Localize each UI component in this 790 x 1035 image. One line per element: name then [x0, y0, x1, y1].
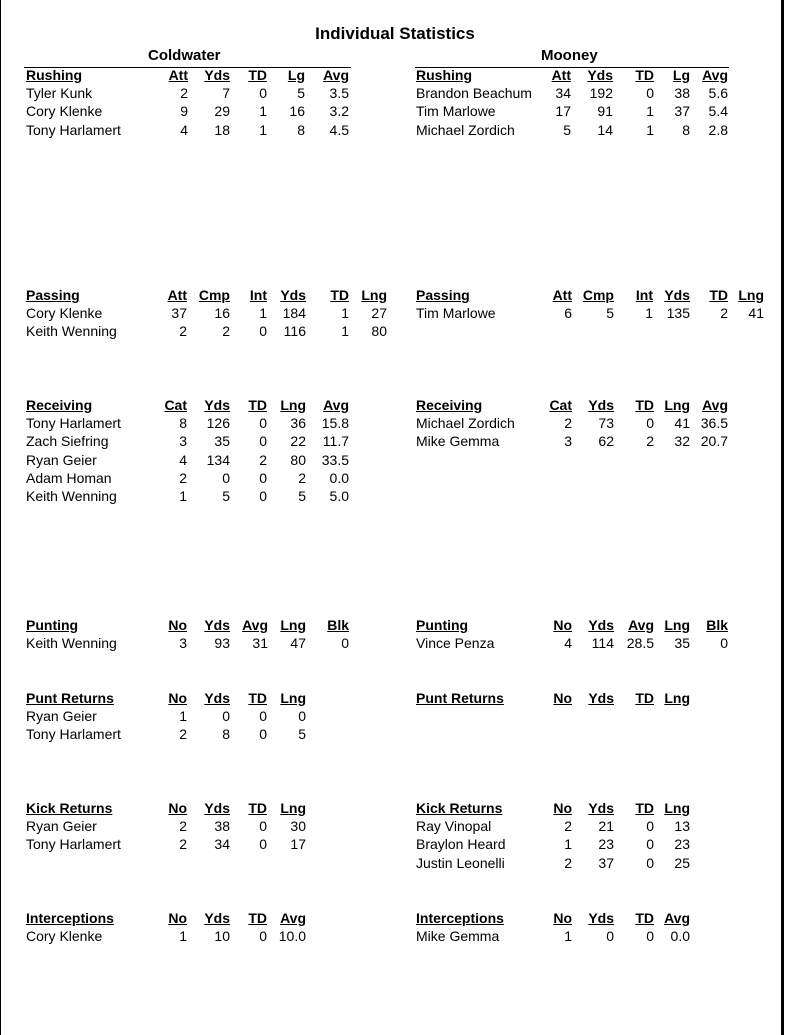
stat-value: 0: [646, 818, 654, 835]
column-header: Yds: [664, 287, 690, 303]
stat-value: 8: [222, 726, 230, 743]
column-header: TD: [635, 690, 654, 706]
stat-value: 1: [179, 487, 187, 504]
player-name: Tony Harlamert: [26, 415, 121, 432]
stat-value: 2: [179, 323, 187, 340]
player-name: Tony Harlamert: [26, 726, 121, 743]
stat-value: 0: [341, 635, 349, 652]
stat-value: 3: [564, 433, 572, 450]
player-name: Cory Klenke: [26, 928, 103, 945]
stat-value: 8: [297, 121, 305, 138]
stat-value: 2: [564, 415, 572, 432]
column-header: No: [553, 800, 572, 816]
stat-value: 0: [259, 415, 267, 432]
stat-value: 21: [598, 818, 614, 835]
stat-value: 0: [606, 928, 614, 945]
column-header: Cat: [549, 397, 572, 413]
stat-value: 134: [206, 451, 230, 468]
stat-value: 1: [564, 928, 572, 945]
column-header: Yds: [588, 690, 614, 706]
column-header: Cmp: [582, 287, 614, 303]
column-header: Lng: [664, 690, 690, 706]
stat-value: 1: [259, 121, 267, 138]
stat-value: 0: [259, 469, 267, 486]
player-name: Vince Penza: [416, 635, 495, 652]
column-header: TD: [635, 397, 654, 413]
stat-value: 2: [720, 305, 728, 322]
column-header: TD: [330, 287, 349, 303]
stat-value: 2: [222, 323, 230, 340]
column-header: Att: [167, 287, 187, 303]
column-header: TD: [248, 397, 267, 413]
column-header: TD: [248, 67, 267, 83]
column-header: TD: [635, 910, 654, 926]
stat-value: 0: [646, 928, 654, 945]
stat-value: 1: [646, 121, 654, 138]
stat-value: 192: [589, 85, 613, 102]
column-header: TD: [709, 287, 728, 303]
player-name: Tim Marlowe: [416, 305, 496, 322]
section-title: Passing: [416, 287, 470, 303]
player-name: Tim Marlowe: [416, 103, 496, 120]
player-name: Keith Wenning: [26, 487, 117, 504]
stat-value: 30: [290, 818, 306, 835]
column-header: Int: [635, 287, 653, 303]
column-header: No: [168, 617, 187, 633]
player-name: Ray Vinopal: [416, 818, 492, 835]
stat-value: 7: [222, 85, 230, 102]
column-header: Lg: [672, 67, 690, 83]
stat-value: 2: [646, 433, 654, 450]
column-header: Avg: [280, 910, 306, 926]
section-title: Receiving: [416, 397, 483, 413]
column-header: TD: [635, 800, 654, 816]
column-header: Yds: [588, 800, 614, 816]
player-name: Ryan Geier: [26, 708, 97, 725]
section-title: Rushing: [26, 67, 82, 83]
column-header: Yds: [204, 617, 230, 633]
stat-value: 184: [282, 305, 306, 322]
stat-value: 1: [259, 103, 267, 120]
stat-value: 5: [298, 726, 306, 743]
stat-value: 0: [222, 708, 230, 725]
stat-value: 0: [222, 469, 230, 486]
stat-value: 0: [298, 708, 306, 725]
column-header: Avg: [628, 617, 654, 633]
stat-value: 16: [214, 305, 230, 322]
column-header: Lng: [664, 617, 690, 633]
stat-value: 27: [371, 305, 387, 322]
stat-value: 91: [597, 103, 613, 120]
stat-value: 0: [720, 635, 728, 652]
player-name: Adam Homan: [26, 469, 112, 486]
stat-value: 25: [674, 854, 690, 871]
player-name: Cory Klenke: [26, 305, 103, 322]
stat-value: 2: [259, 451, 267, 468]
column-header: Lng: [664, 800, 690, 816]
column-header: Avg: [323, 397, 349, 413]
column-header: Yds: [204, 800, 230, 816]
column-header: Yds: [588, 617, 614, 633]
stat-value: 23: [598, 836, 614, 853]
stat-value: 3.2: [329, 103, 349, 120]
stat-value: 1: [179, 708, 187, 725]
column-header: Avg: [702, 397, 728, 413]
stat-value: 35: [674, 635, 690, 652]
stat-value: 29: [214, 103, 230, 120]
stat-value: 41: [748, 305, 764, 322]
stat-value: 17: [290, 836, 306, 853]
stat-value: 4: [179, 451, 187, 468]
stat-value: 34: [214, 836, 230, 853]
stat-value: 33.5: [321, 451, 349, 468]
stat-value: 5: [222, 487, 230, 504]
column-header: No: [553, 910, 572, 926]
stat-value: 0: [259, 85, 267, 102]
section-title: Punt Returns: [26, 690, 114, 706]
stat-value: 3: [179, 433, 187, 450]
stat-value: 135: [666, 305, 690, 322]
column-header: Avg: [664, 910, 690, 926]
stat-value: 116: [283, 323, 306, 340]
stat-value: 1: [645, 305, 653, 322]
team-name-left: Coldwater: [148, 47, 221, 64]
column-header: No: [553, 617, 572, 633]
stat-value: 5: [606, 305, 614, 322]
section-title: Kick Returns: [26, 800, 113, 816]
column-header: Att: [168, 67, 188, 83]
stat-value: 1: [646, 103, 654, 120]
stat-value: 37: [171, 305, 187, 322]
column-header: No: [168, 800, 187, 816]
section-title: Receiving: [26, 397, 93, 413]
section-title: Punting: [26, 617, 79, 633]
player-name: Keith Wenning: [26, 323, 117, 340]
column-header: No: [553, 690, 572, 706]
stat-value: 2: [564, 818, 572, 835]
column-header: Yds: [204, 690, 230, 706]
column-header: Yds: [587, 67, 613, 83]
section-title: Interceptions: [26, 910, 114, 926]
column-header: Yds: [204, 67, 230, 83]
column-header: Yds: [588, 397, 614, 413]
stat-value: 16: [289, 103, 305, 120]
player-name: Ryan Geier: [26, 818, 97, 835]
column-header: Lng: [280, 690, 306, 706]
stat-value: 0: [259, 928, 267, 945]
player-name: Zach Siefring: [26, 433, 109, 450]
stat-value: 0.0: [329, 469, 349, 486]
stat-value: 13: [674, 818, 690, 835]
stat-value: 126: [206, 415, 230, 432]
stat-value: 2: [179, 818, 187, 835]
stat-value: 36: [290, 415, 306, 432]
player-name: Mike Gemma: [416, 928, 500, 945]
stat-value: 15.8: [321, 415, 349, 432]
column-header: Lg: [287, 67, 305, 83]
stat-value: 8: [682, 121, 690, 138]
stat-value: 80: [290, 451, 306, 468]
column-header: Avg: [242, 617, 268, 633]
stat-value: 0.0: [670, 928, 690, 945]
stat-value: 41: [674, 415, 690, 432]
stat-value: 0: [259, 433, 267, 450]
stat-value: 28.5: [626, 635, 654, 652]
column-header: Att: [551, 67, 571, 83]
stat-value: 2: [179, 836, 187, 853]
column-header: Cat: [164, 397, 187, 413]
stat-value: 2: [564, 854, 572, 871]
column-header: Yds: [588, 910, 614, 926]
column-header: Lng: [664, 397, 690, 413]
stat-value: 10: [214, 928, 230, 945]
player-name: Ryan Geier: [26, 451, 97, 468]
player-name: Mike Gemma: [416, 433, 500, 450]
column-header: Yds: [204, 910, 230, 926]
stat-value: 8: [179, 415, 187, 432]
player-name: Cory Klenke: [26, 103, 103, 120]
team-name-right: Mooney: [541, 47, 598, 64]
player-name: Tony Harlamert: [26, 836, 121, 853]
stat-value: 1: [341, 323, 349, 340]
column-header: Yds: [280, 287, 306, 303]
stat-value: 0: [646, 836, 654, 853]
stat-value: 114: [591, 635, 614, 652]
stat-value: 18: [214, 121, 230, 138]
stat-value: 6: [564, 305, 572, 322]
column-header: Avg: [702, 67, 728, 83]
stat-value: 2: [180, 85, 188, 102]
column-header: Int: [249, 287, 267, 303]
stat-value: 0: [259, 323, 267, 340]
stat-value: 5.6: [708, 85, 728, 102]
stat-value: 2: [179, 726, 187, 743]
stat-value: 4.5: [329, 121, 349, 138]
stat-value: 23: [674, 836, 690, 853]
stat-value: 1: [564, 836, 572, 853]
stat-value: 9: [180, 103, 188, 120]
stat-value: 32: [674, 433, 690, 450]
stat-value: 31: [252, 635, 268, 652]
stat-value: 5.4: [708, 103, 728, 120]
stat-value: 38: [214, 818, 230, 835]
column-header: TD: [248, 690, 267, 706]
stat-value: 2.8: [708, 121, 728, 138]
section-title: Interceptions: [416, 910, 504, 926]
column-header: Blk: [327, 617, 349, 633]
stat-value: 5: [563, 121, 571, 138]
stat-value: 11.7: [322, 433, 349, 450]
section-title: Kick Returns: [416, 800, 503, 816]
stat-value: 10.0: [278, 928, 306, 945]
stat-value: 0: [259, 487, 267, 504]
column-header: Lng: [280, 800, 306, 816]
stat-value: 2: [298, 469, 306, 486]
stat-value: 4: [180, 121, 188, 138]
column-header: Lng: [738, 287, 764, 303]
player-name: Tyler Kunk: [26, 85, 93, 102]
section-title: Punting: [416, 617, 469, 633]
stat-value: 4: [564, 635, 572, 652]
stat-value: 20.7: [700, 433, 728, 450]
stat-value: 0: [259, 836, 267, 853]
player-name: Braylon Heard: [416, 836, 506, 853]
stat-value: 1: [179, 928, 187, 945]
column-header: Lng: [361, 287, 387, 303]
player-name: Justin Leonelli: [416, 854, 505, 871]
stat-value: 5.0: [329, 487, 349, 504]
section-title: Punt Returns: [416, 690, 504, 706]
column-header: TD: [635, 67, 654, 83]
column-header: Blk: [706, 617, 728, 633]
column-header: TD: [248, 800, 267, 816]
column-header: No: [168, 910, 187, 926]
stat-value: 36.5: [700, 415, 728, 432]
column-header: TD: [248, 910, 267, 926]
column-header: Cmp: [198, 287, 230, 303]
section-title: Rushing: [416, 67, 472, 83]
stat-value: 0: [646, 85, 654, 102]
player-name: Keith Wenning: [26, 635, 117, 652]
page-title: Individual Statistics: [315, 24, 475, 43]
stat-value: 73: [598, 415, 614, 432]
stat-value: 3: [179, 635, 187, 652]
stat-value: 0: [259, 818, 267, 835]
section-title: Passing: [26, 287, 80, 303]
column-header: No: [168, 690, 187, 706]
stat-value: 1: [259, 305, 267, 322]
player-name: Tony Harlamert: [26, 121, 121, 138]
column-header: Avg: [323, 67, 349, 83]
stat-value: 2: [179, 469, 187, 486]
stat-value: 3.5: [329, 85, 349, 102]
column-header: Lng: [280, 617, 306, 633]
stat-value: 37: [598, 854, 614, 871]
stat-value: 14: [597, 121, 613, 138]
stat-value: 38: [674, 85, 690, 102]
stat-value: 37: [674, 103, 690, 120]
player-name: Brandon Beachum: [416, 85, 532, 102]
stat-value: 0: [646, 415, 654, 432]
stat-value: 62: [598, 433, 614, 450]
stat-value: 17: [555, 103, 571, 120]
stat-value: 47: [290, 635, 306, 652]
player-name: Michael Zordich: [416, 415, 515, 432]
stat-value: 35: [214, 433, 230, 450]
stat-value: 80: [371, 323, 387, 340]
stat-value: 34: [555, 85, 571, 102]
stat-value: 5: [297, 85, 305, 102]
stat-value: 0: [259, 708, 267, 725]
stat-value: 0: [646, 854, 654, 871]
stat-value: 93: [214, 635, 230, 652]
column-header: Yds: [204, 397, 230, 413]
stat-value: 1: [341, 305, 349, 322]
column-header: Lng: [280, 397, 306, 413]
column-header: Att: [552, 287, 572, 303]
stat-value: 5: [298, 487, 306, 504]
player-name: Michael Zordich: [416, 121, 515, 138]
stat-value: 22: [290, 433, 306, 450]
stat-value: 0: [259, 726, 267, 743]
